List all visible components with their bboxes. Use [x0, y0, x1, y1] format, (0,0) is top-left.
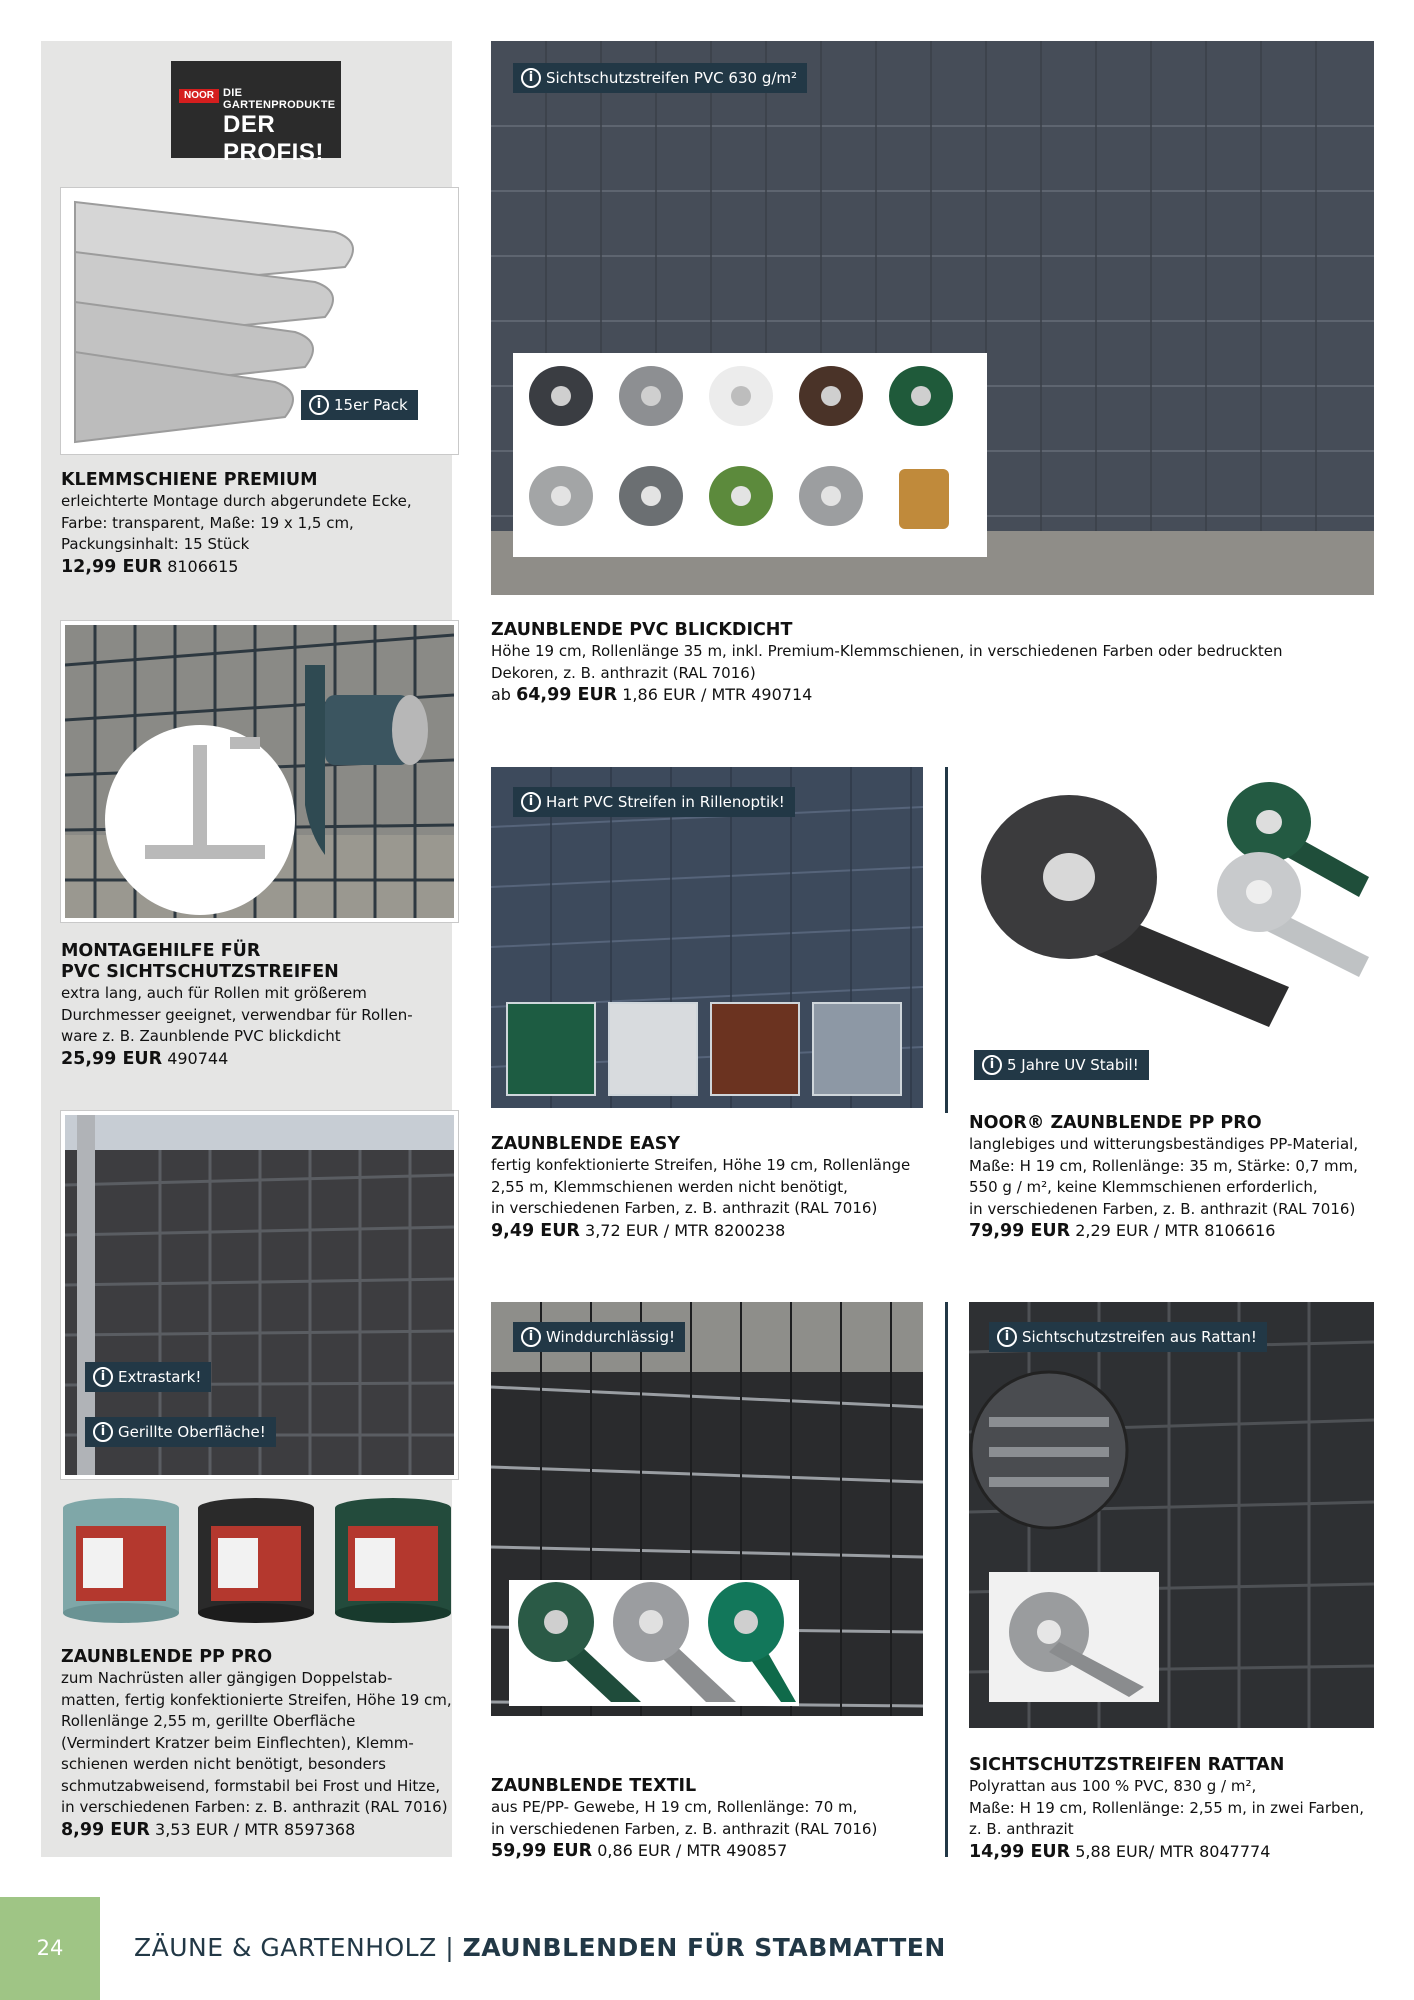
klemmschiene-title: KLEMMSCHIENE PREMIUM: [61, 470, 318, 490]
klemmschiene-badge-text: 15er Pack: [334, 396, 408, 414]
column-divider-bottom: [945, 1302, 948, 1857]
noor-pp-pro-photo: [969, 767, 1374, 1093]
textil-photo: [491, 1302, 923, 1716]
info-icon: i: [93, 1422, 113, 1442]
noor-pp-pro-title: NOOR® ZAUNBLENDE PP PRO: [969, 1113, 1262, 1133]
footer-section: ZÄUNE & GARTENHOLZ: [134, 1933, 437, 1962]
montagehilfe-title-1: MONTAGEHILFE FÜR: [61, 941, 261, 961]
textil-badge-text: Winddurchlässig!: [546, 1328, 676, 1346]
pvc-blickdicht-unit-price: 1,86 EUR / MTR: [622, 685, 747, 704]
noor-pp-pro-badge: [974, 1050, 1149, 1080]
easy-article: 8200238: [714, 1220, 786, 1240]
noor-pp-pro-desc-2: Maße: H 19 cm, Rollenlänge: 35 m, Stärke: 0,7 mm,: [969, 1156, 1358, 1175]
textil-title: ZAUNBLENDE TEXTIL: [491, 1776, 697, 1796]
klemmschiene-badge: [301, 390, 418, 420]
montagehilfe-title-2: PVC SICHTSCHUTZSTREIFEN: [61, 962, 339, 982]
easy-badge: [513, 787, 795, 817]
pvc-blickdicht-price-line: [491, 684, 1371, 706]
pp-pro-badge-2-text: Gerillte Oberfläche!: [118, 1423, 266, 1441]
easy-desc-3: in verschiedenen Farben, z. B. anthrazit (RAL 7016): [491, 1199, 878, 1217]
pp-pro-title: ZAUNBLENDE PP PRO: [61, 1647, 273, 1667]
textil-desc-2: in verschiedenen Farben, z. B. anthrazit (RAL 7016): [491, 1819, 878, 1838]
pvc-blickdicht-badge-text: Sichtschutzstreifen PVC 630 g/m²: [546, 69, 798, 87]
easy-desc-2: 2,55 m, Klemmschienen werden nicht benötigt,: [491, 1177, 848, 1196]
montagehilfe-article: 490744: [167, 1048, 229, 1068]
noor-pp-pro-unit-price: 2,29 EUR / MTR: [1075, 1221, 1200, 1240]
pp-pro-desc-7: in verschiedenen Farben: z. B. anthrazit (RAL 7016): [61, 1798, 448, 1816]
rattan-photo: [969, 1302, 1374, 1728]
noor-pp-pro-article: 8106616: [1204, 1221, 1276, 1240]
pvc-blickdicht-desc-1: Höhe 19 cm, Rollenlänge 35 m, inkl. Premium-Klemmschienen, in verschiedenen Farben oder bedruckten: [491, 642, 1283, 660]
pvc-blickdicht-prefix: ab: [491, 685, 511, 704]
textil-desc-1: aus PE/PP- Gewebe, H 19 cm, Rollenlänge: 70 m,: [491, 1798, 858, 1816]
noor-pp-pro-price-line: [969, 1220, 1389, 1242]
footer-subsection: ZAUNBLENDEN FÜR STABMATTEN: [462, 1933, 946, 1962]
rattan-price-line: [969, 1841, 1389, 1863]
logo-brand: NOOR: [179, 89, 219, 103]
logo-line1: DIE GARTENPRODUKTE: [223, 87, 336, 111]
pp-pro-unit-price: 3,53 EUR / MTR: [155, 1819, 279, 1839]
easy-badge-text: Hart PVC Streifen in Rillenoptik!: [546, 793, 785, 811]
easy-unit-price: 3,72 EUR / MTR: [585, 1220, 709, 1240]
pvc-blickdicht-article: 490714: [751, 685, 813, 704]
easy-price-line: [491, 1220, 931, 1242]
noor-pp-pro-badge-text: 5 Jahre UV Stabil!: [1007, 1056, 1139, 1074]
easy-photo: [491, 767, 923, 1108]
noor-pp-pro-desc-1: langlebiges und witterungsbeständiges PP-Material,: [969, 1135, 1359, 1153]
pp-pro-article: 8597368: [284, 1819, 356, 1839]
klemmschiene-desc-3: Packungsinhalt: 15 Stück: [61, 535, 250, 553]
pp-pro-badge-1-text: Extrastark!: [118, 1368, 202, 1386]
easy-info: [491, 1134, 931, 1242]
pp-pro-badge-2: [85, 1417, 276, 1447]
montagehilfe-info: [61, 941, 451, 1070]
info-icon: i: [982, 1055, 1002, 1075]
info-icon: i: [93, 1367, 113, 1387]
pp-pro-photo: [61, 1111, 458, 1479]
rattan-info: [969, 1755, 1389, 1863]
info-icon: i: [521, 68, 541, 88]
klemmschiene-info: [61, 470, 451, 578]
rattan-title: SICHTSCHUTZSTREIFEN RATTAN: [969, 1755, 1285, 1775]
page-number: 24: [36, 1936, 64, 1960]
textil-unit-price: 0,86 EUR / MTR: [597, 1841, 722, 1860]
noor-pp-pro-price: 79,99 EUR: [969, 1221, 1071, 1241]
montagehilfe-desc-2: Durchmesser geeignet, verwendbar für Rollen-: [61, 1005, 413, 1024]
pvc-blickdicht-photo: [491, 41, 1374, 595]
column-divider-top: [945, 767, 948, 1113]
noor-pp-pro-desc-3: 550 g / m², keine Klemmschienen erforderlich,: [969, 1178, 1318, 1196]
easy-price: 9,49 EUR: [491, 1220, 580, 1241]
pvc-blickdicht-info: [491, 620, 1371, 706]
textil-article: 490857: [726, 1841, 788, 1860]
footer-breadcrumb: [134, 1933, 946, 1962]
pp-pro-price: 8,99 EUR: [61, 1819, 150, 1840]
montagehilfe-photo: [61, 621, 458, 922]
pp-pro-desc-4: (Vermindert Kratzer beim Einflechten), Klemm-: [61, 1733, 414, 1752]
pvc-blickdicht-badge: [513, 63, 807, 93]
pp-pro-info: [61, 1647, 456, 1841]
rattan-desc-2: Maße: H 19 cm, Rollenlänge: 2,55 m, in zwei Farben,: [969, 1798, 1365, 1817]
noor-pp-pro-info: [969, 1113, 1389, 1242]
rattan-article: 8047774: [1199, 1841, 1271, 1861]
montagehilfe-desc-1: extra lang, auch für Rollen mit größerem: [61, 984, 367, 1002]
rattan-unit-price: 5,88 EUR/ MTR: [1075, 1841, 1195, 1861]
noor-logo: [171, 61, 341, 166]
klemmschiene-article: 8106615: [167, 556, 239, 576]
rattan-price: 14,99 EUR: [969, 1841, 1071, 1862]
pp-pro-desc-6: schmutzabweisend, formstabil bei Frost und Hitze,: [61, 1776, 441, 1795]
pvc-blickdicht-desc-2: Dekoren, z. B. anthrazit (RAL 7016): [491, 663, 756, 682]
easy-desc-1: fertig konfektionierte Streifen, Höhe 19 cm, Rollenlänge: [491, 1156, 911, 1174]
info-icon: i: [521, 792, 541, 812]
textil-price: 59,99 EUR: [491, 1841, 593, 1861]
pp-pro-price-line: [61, 1819, 456, 1841]
pp-pro-rolls: [61, 1498, 453, 1628]
textil-info: [491, 1776, 931, 1862]
pvc-blickdicht-title: ZAUNBLENDE PVC BLICKDICHT: [491, 620, 793, 640]
footer-separator: |: [445, 1933, 455, 1962]
rattan-desc-3: z. B. anthrazit: [969, 1820, 1074, 1838]
rattan-desc-1: Polyrattan aus 100 % PVC, 830 g / m²,: [969, 1777, 1257, 1795]
logo-line2: DER PROFIS!: [223, 111, 324, 166]
klemmschiene-price: 12,99 EUR: [61, 556, 163, 577]
pp-pro-desc-3: Rollenlänge 2,55 m, gerillte Oberfläche: [61, 1712, 356, 1730]
noor-pp-pro-desc-4: in verschiedenen Farben, z. B. anthrazit (RAL 7016): [969, 1199, 1356, 1218]
textil-price-line: [491, 1840, 931, 1862]
pp-pro-desc-2: matten, fertig konfektionierte Streifen, Höhe 19 cm,: [61, 1690, 452, 1709]
klemmschiene-price-line: [61, 556, 451, 578]
pp-pro-desc-1: zum Nachrüsten aller gängigen Doppelstab-: [61, 1669, 393, 1687]
info-icon: i: [309, 395, 329, 415]
easy-title: ZAUNBLENDE EASY: [491, 1134, 680, 1154]
montagehilfe-price-line: [61, 1048, 451, 1070]
pp-pro-badge-1: [85, 1362, 211, 1392]
klemmschiene-photo: [61, 188, 458, 454]
info-icon: i: [521, 1327, 541, 1347]
pp-pro-desc-5: schienen werden nicht benötigt, besonders: [61, 1755, 386, 1773]
klemmschiene-desc-2: Farbe: transparent, Maße: 19 x 1,5 cm,: [61, 513, 354, 532]
textil-badge: [513, 1322, 685, 1352]
montagehilfe-price: 25,99 EUR: [61, 1048, 163, 1069]
rattan-badge-text: Sichtschutzstreifen aus Rattan!: [1022, 1328, 1257, 1346]
info-icon: i: [997, 1327, 1017, 1347]
pvc-blickdicht-price: 64,99 EUR: [516, 685, 618, 705]
klemmschiene-desc-1: erleichterte Montage durch abgerundete Ecke,: [61, 492, 412, 510]
montagehilfe-desc-3: ware z. B. Zaunblende PVC blickdicht: [61, 1027, 341, 1045]
rattan-badge: [989, 1322, 1267, 1352]
